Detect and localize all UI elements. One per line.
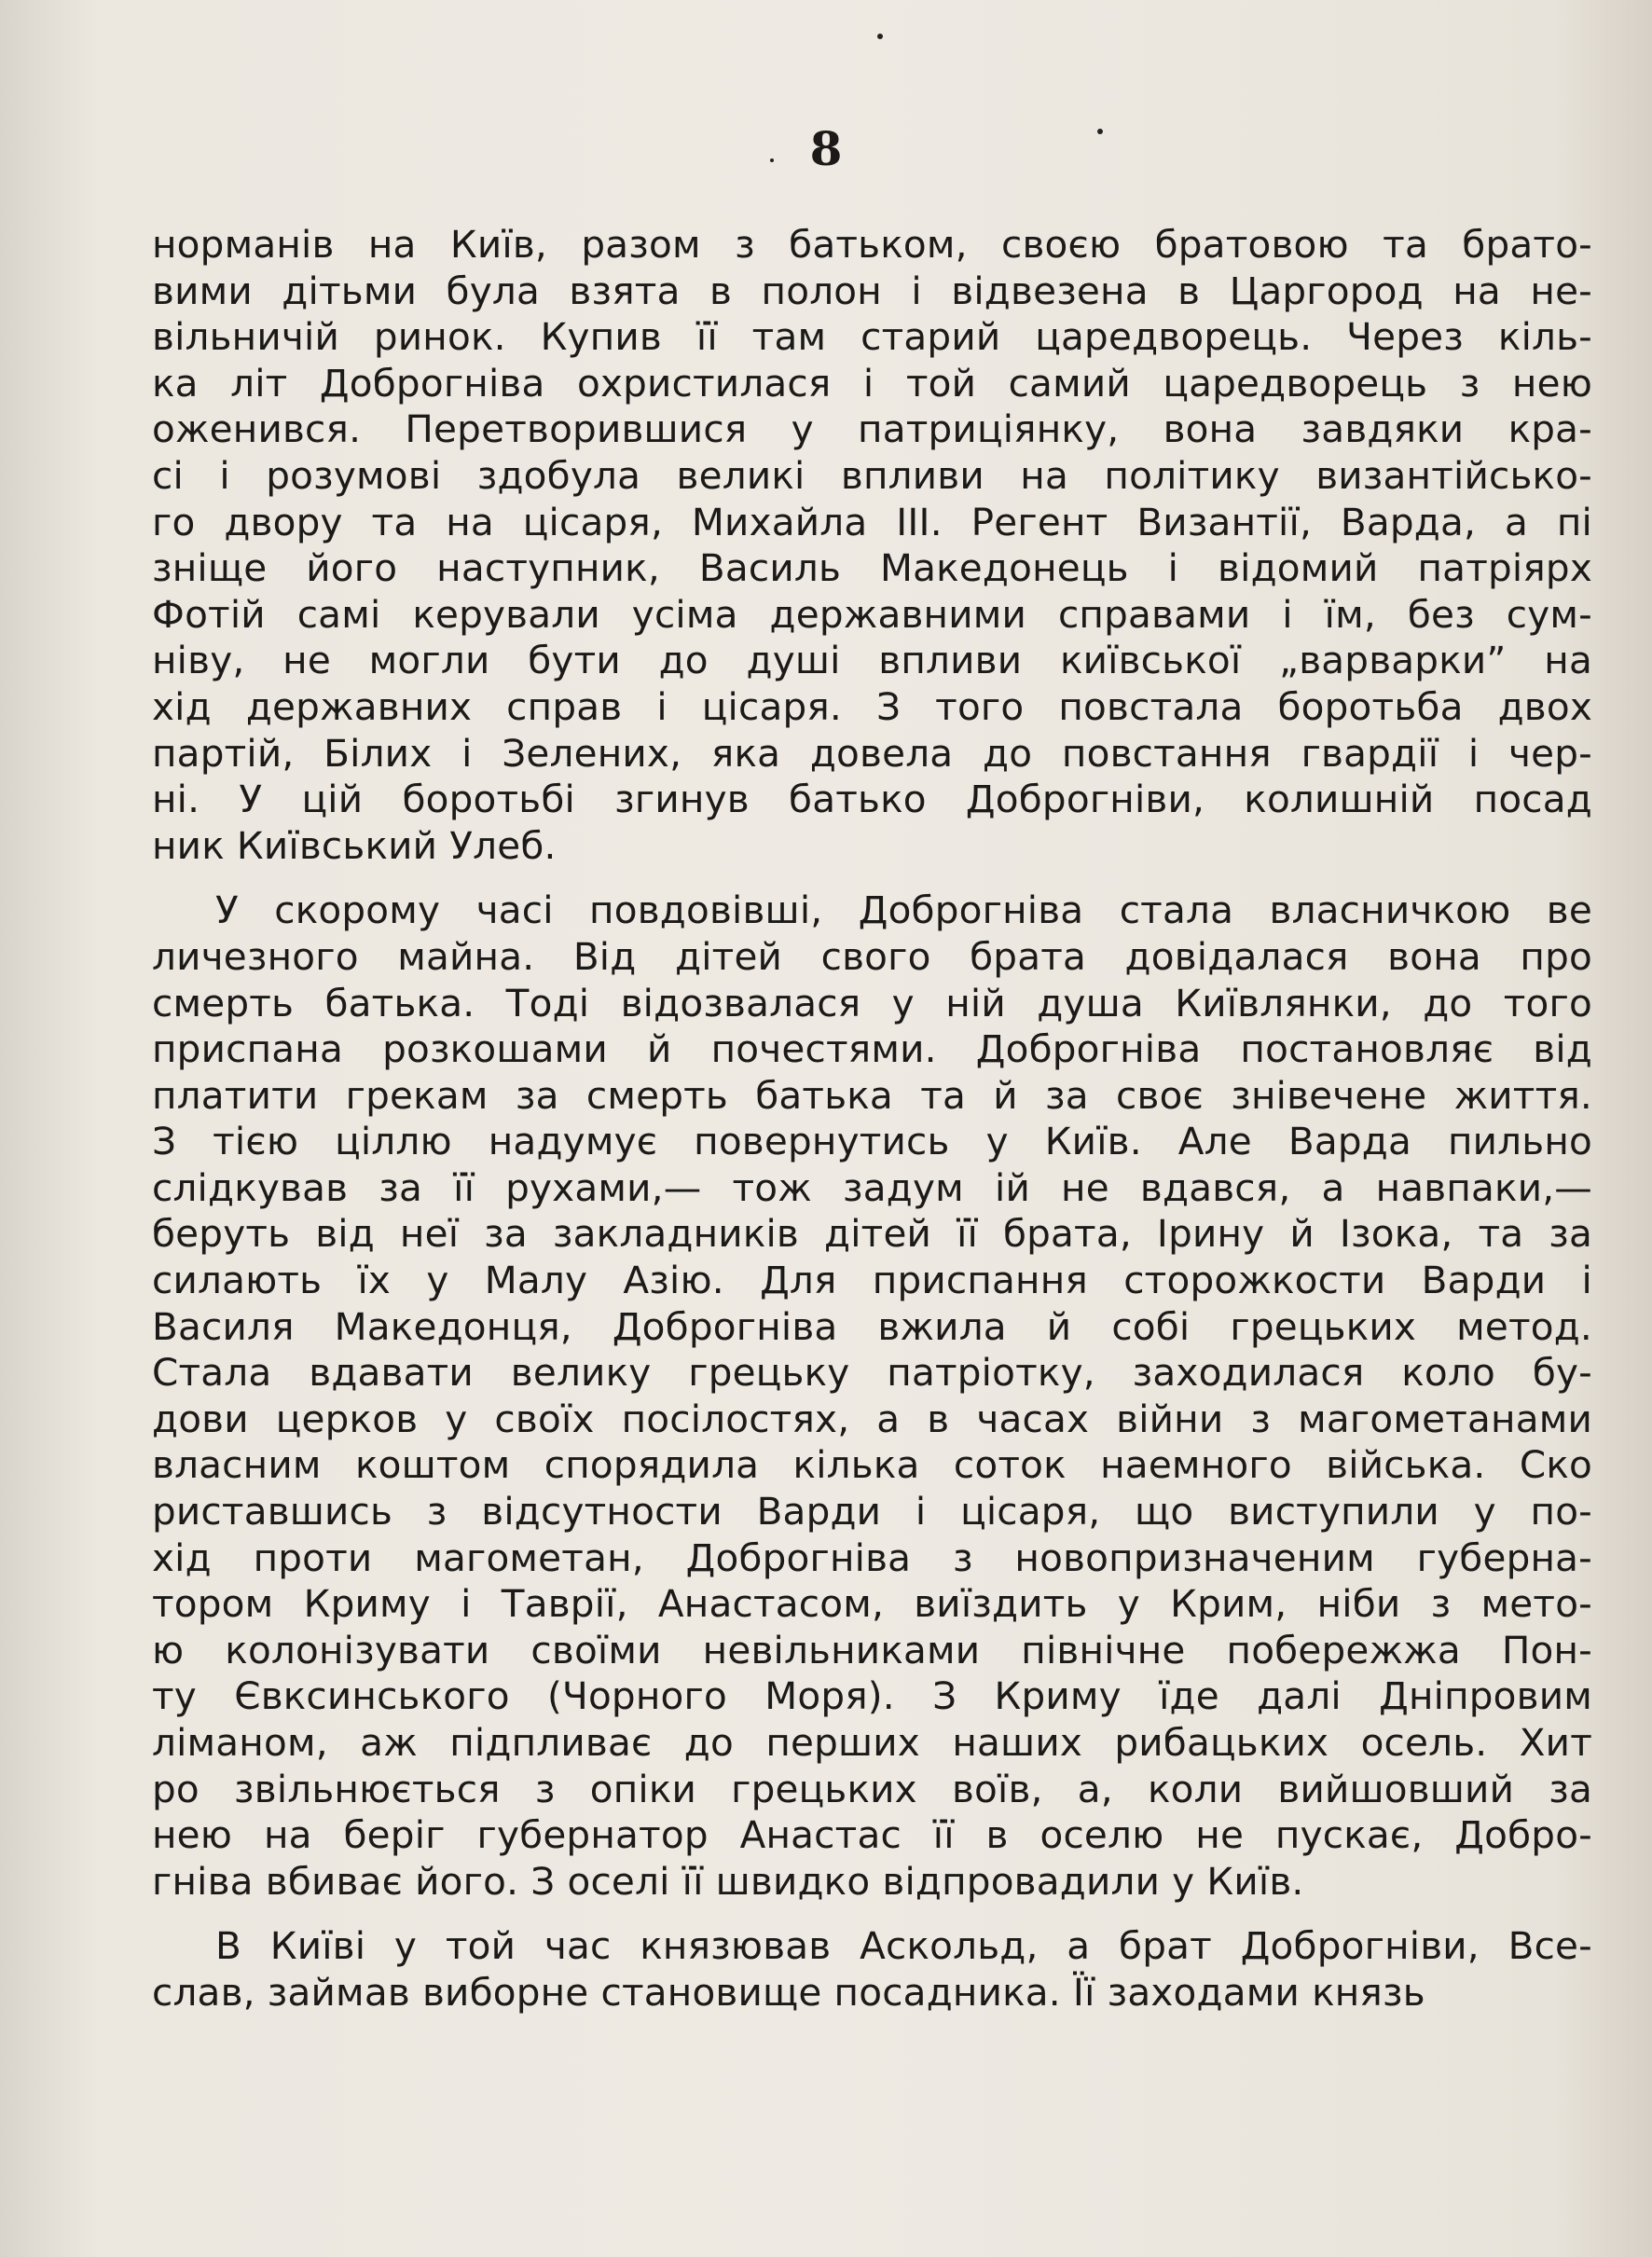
text-line: риставшись з відсутности Варди і цісаря, що виступили у по- bbox=[152, 1489, 1592, 1534]
text-line: ро звільнюється з опіки грецьких воїв, а, коли вийшовший за bbox=[152, 1766, 1592, 1811]
text-line: партій, Білих і Зелених, яка довела до повстання гвардії і чер- bbox=[152, 730, 1592, 776]
text-line: тором Криму і Таврії, Анастасом, виїздить у Крим, ніби з мето- bbox=[152, 1581, 1592, 1627]
text-line: платити грекам за смерть батька та й за своє знівечене життя. bbox=[152, 1072, 1592, 1118]
text-line: Фотій самі керували усіма державними справами і їм, без сум- bbox=[152, 591, 1592, 637]
text-line: власним коштом спорядила кілька соток наемного війська. Ско bbox=[152, 1442, 1592, 1488]
page-number: 8 bbox=[809, 121, 843, 176]
text-line: приспана розкошами й почестями. Доброгніва постановляє від bbox=[152, 1026, 1592, 1072]
text-line: силають їх у Малу Азію. Для приспання сторожкости Варди і bbox=[152, 1258, 1592, 1303]
text-line: личезного майна. Від дітей свого брата довідалася вона про bbox=[152, 933, 1592, 979]
body-text bbox=[152, 222, 1592, 2016]
text-line: ліманом, аж підпливає до перших наших рибацьких осель. Хит bbox=[152, 1720, 1592, 1765]
text-line: вими дітьми була взята в полон і відвезена в Царгород на не- bbox=[152, 268, 1592, 313]
text-line: ю колонізувати своїми невільниками північне побережжа Пон- bbox=[152, 1627, 1592, 1672]
text-line: З тією ціллю надумує повернутись у Київ. Але Варда пильно bbox=[152, 1119, 1592, 1164]
text-line: хід державних справ і цісаря. З того повстала боротьба двох bbox=[152, 683, 1592, 729]
text-line: слав, займав виборне становище посадника. Її заходами князь bbox=[152, 1969, 1425, 2015]
text-line: сі і розумові здобула великі впливи на політику византійсько- bbox=[152, 452, 1592, 498]
text-line: нею на беріг губернатор Анастас її в оселю не пускає, Добро- bbox=[152, 1812, 1592, 1858]
text-line: У скорому часі повдовівші, Доброгніва стала власничкою ве bbox=[215, 888, 1592, 933]
text-line: смерть батька. Тоді відозвалася у ній душа Київлянки, до того bbox=[152, 980, 1592, 1025]
text-line: ник Київський Улеб. bbox=[152, 822, 557, 868]
text-line: ні. У цій боротьбі згинув батько Доброгніви, колишній посад bbox=[152, 777, 1592, 822]
text-line: ніву, не могли бути до душі впливи київської „варварки” на bbox=[152, 638, 1592, 683]
text-line: беруть від неї за закладників дітей її брата, Ірину й Ізока, та за bbox=[152, 1211, 1592, 1257]
text-line: В Київі у той час князював Аскольд, а брат Доброгніви, Все- bbox=[215, 1923, 1592, 1969]
paragraph bbox=[152, 888, 1592, 1905]
text-line: норманів на Київ, разом з батьком, своєю братовою та брато- bbox=[152, 222, 1592, 267]
text-line: дови церков у своїх посілостях, а в часах війни з магометанами bbox=[152, 1396, 1592, 1441]
paragraph bbox=[152, 1923, 1592, 2016]
text-line: хід проти магометан, Доброгніва з новопризначеним губерна- bbox=[152, 1534, 1592, 1580]
text-line: зніще його наступник, Василь Македонець і відомий патріярх bbox=[152, 545, 1592, 591]
text-line: вільничій ринок. Купив її там старий царедворець. Через кіль- bbox=[152, 314, 1592, 360]
text-line: гніва вбиває його. З оселі її швидко відпровадили у Київ. bbox=[152, 1858, 1304, 1904]
text-line: ка літ Доброгніва охристилася і той самий царедворець з нею bbox=[152, 360, 1592, 406]
text-line: Стала вдавати велику грецьку патріотку, заходилася коло бу- bbox=[152, 1350, 1592, 1396]
text-line: оженився. Перетворившися у патриціянку, вона завдяки кра- bbox=[152, 406, 1592, 452]
ink-speck bbox=[877, 34, 883, 39]
text-line: Василя Македонця, Доброгніва вжила й собі грецьких метод. bbox=[152, 1303, 1592, 1349]
paragraph-gap bbox=[152, 869, 1592, 888]
text-line: го двору та на цісаря, Михайла III. Регент Византії, Варда, а пі bbox=[152, 499, 1592, 544]
text-line: ту Євксинського (Чорного Моря). З Криму їде далі Дніпровим bbox=[152, 1673, 1592, 1719]
paragraph-gap bbox=[152, 1905, 1592, 1923]
paragraph bbox=[152, 222, 1592, 869]
text-line: слідкував за її рухами,— тож задум ій не вдався, а навпаки,— bbox=[152, 1164, 1592, 1210]
